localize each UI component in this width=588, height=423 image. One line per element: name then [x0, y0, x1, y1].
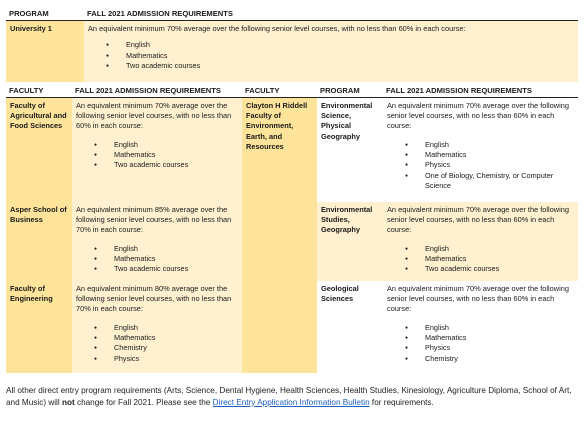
list-item: ● Mathematics	[106, 51, 574, 61]
header-program: PROGRAM	[6, 7, 84, 21]
faculty-name: Faculty of Engineering	[6, 281, 72, 373]
list-item: ● Two academic courses	[94, 264, 238, 274]
requirement-cell	[383, 281, 578, 373]
list-item: ● English	[405, 140, 574, 150]
faculty-name: Clayton H Riddell Faculty of Environment, Earth, and Resources	[242, 98, 317, 374]
bulletin-link[interactable]: Direct Entry Application Information Bulletin	[212, 398, 370, 407]
course-list	[387, 244, 574, 275]
requirement-cell	[72, 98, 242, 203]
course-list	[387, 140, 574, 192]
list-item: ● English	[405, 244, 574, 254]
requirement-cell	[72, 202, 242, 281]
university1-table	[6, 7, 578, 82]
header-requirements: FALL 2021 ADMISSION REQUIREMENTS	[72, 84, 242, 98]
requirement-text: An equivalent minimum 80% average over the following senior level courses, with no less than 70% in each course:	[76, 284, 232, 314]
footer-text: change for Fall 2021. Please see the	[74, 398, 213, 407]
requirement-text: An equivalent minimum 70% average over the following senior level courses, with no less than 60% in each course:	[387, 205, 569, 235]
list-item: ● Physics	[94, 354, 238, 364]
faculty-name: Faculty of Agricultural and Food Sciences	[6, 98, 72, 203]
list-item: ● Chemistry	[94, 343, 238, 353]
requirement-cell	[383, 98, 578, 203]
list-item: ● Two academic courses	[106, 61, 574, 71]
table-row	[6, 21, 578, 83]
list-item: ● English	[94, 323, 238, 333]
list-item: ● English	[405, 323, 574, 333]
requirement-cell	[84, 21, 578, 83]
footer-text: All other direct entry program requirements (Arts, Science, Dental Hygiene, Health Sciences, Health Studies, Kinesiology, Agriculture Diploma, School of Art, and Music) will	[6, 386, 572, 407]
list-item: ● English	[94, 244, 238, 254]
requirement-text: An equivalent minimum 70% average over the following senior level courses, with no less than 60% in each course:	[387, 284, 569, 314]
list-item: ● Mathematics	[94, 150, 238, 160]
list-item: ● Mathematics	[94, 254, 238, 264]
header-faculty: FACULTY	[242, 84, 317, 98]
program-name: Geological Sciences	[317, 281, 383, 373]
requirement-text: An equivalent minimum 70% average over the following senior level courses, with no less than 60% in each course:	[76, 101, 232, 131]
list-item: ● Two academic courses	[405, 264, 574, 274]
program-name: Environmental Studies, Geography	[317, 202, 383, 281]
requirement-cell	[383, 202, 578, 281]
course-list	[76, 244, 238, 275]
header-faculty: FACULTY	[6, 84, 72, 98]
footer-text: for requirements.	[369, 398, 434, 407]
program-name: University 1	[6, 21, 84, 83]
list-item: ● English	[106, 40, 574, 50]
list-item: ● Mathematics	[405, 254, 574, 264]
course-list	[76, 140, 238, 171]
course-list	[88, 40, 574, 71]
table2-header	[6, 84, 578, 98]
table1-header	[6, 7, 578, 21]
list-item: ● Mathematics	[405, 150, 574, 160]
requirement-text: An equivalent minimum 85% average over the following senior level courses, with no less than 70% in each course:	[76, 205, 232, 235]
list-item: ● Physics	[405, 160, 574, 170]
faculty-table	[6, 84, 578, 373]
list-item: ● Physics	[405, 343, 574, 353]
footer-note	[6, 385, 580, 409]
program-name: Environmental Science, Physical Geography	[317, 98, 383, 203]
requirement-text: An equivalent minimum 70% average over the following senior level courses, with no less than 60% in each course:	[88, 24, 466, 33]
header-requirements: FALL 2021 ADMISSION REQUIREMENTS	[383, 84, 578, 98]
list-item: ● Chemistry	[405, 354, 574, 364]
list-item: ● One of Biology, Chemistry, or Computer Science	[405, 171, 574, 192]
list-item: ● English	[94, 140, 238, 150]
list-item: ● Two academic courses	[94, 160, 238, 170]
requirement-cell	[72, 281, 242, 373]
requirement-text: An equivalent minimum 70% average over the following senior level courses, with no less than 60% in each course:	[387, 101, 569, 131]
course-list	[76, 323, 238, 365]
list-item: ● Mathematics	[405, 333, 574, 343]
table-row	[6, 98, 578, 203]
header-program: PROGRAM	[317, 84, 383, 98]
header-requirements: FALL 2021 ADMISSION REQUIREMENTS	[84, 7, 578, 21]
footer-bold: not	[61, 398, 75, 407]
faculty-name: Asper School of Business	[6, 202, 72, 281]
list-item: ● Mathematics	[94, 333, 238, 343]
course-list	[387, 323, 574, 365]
